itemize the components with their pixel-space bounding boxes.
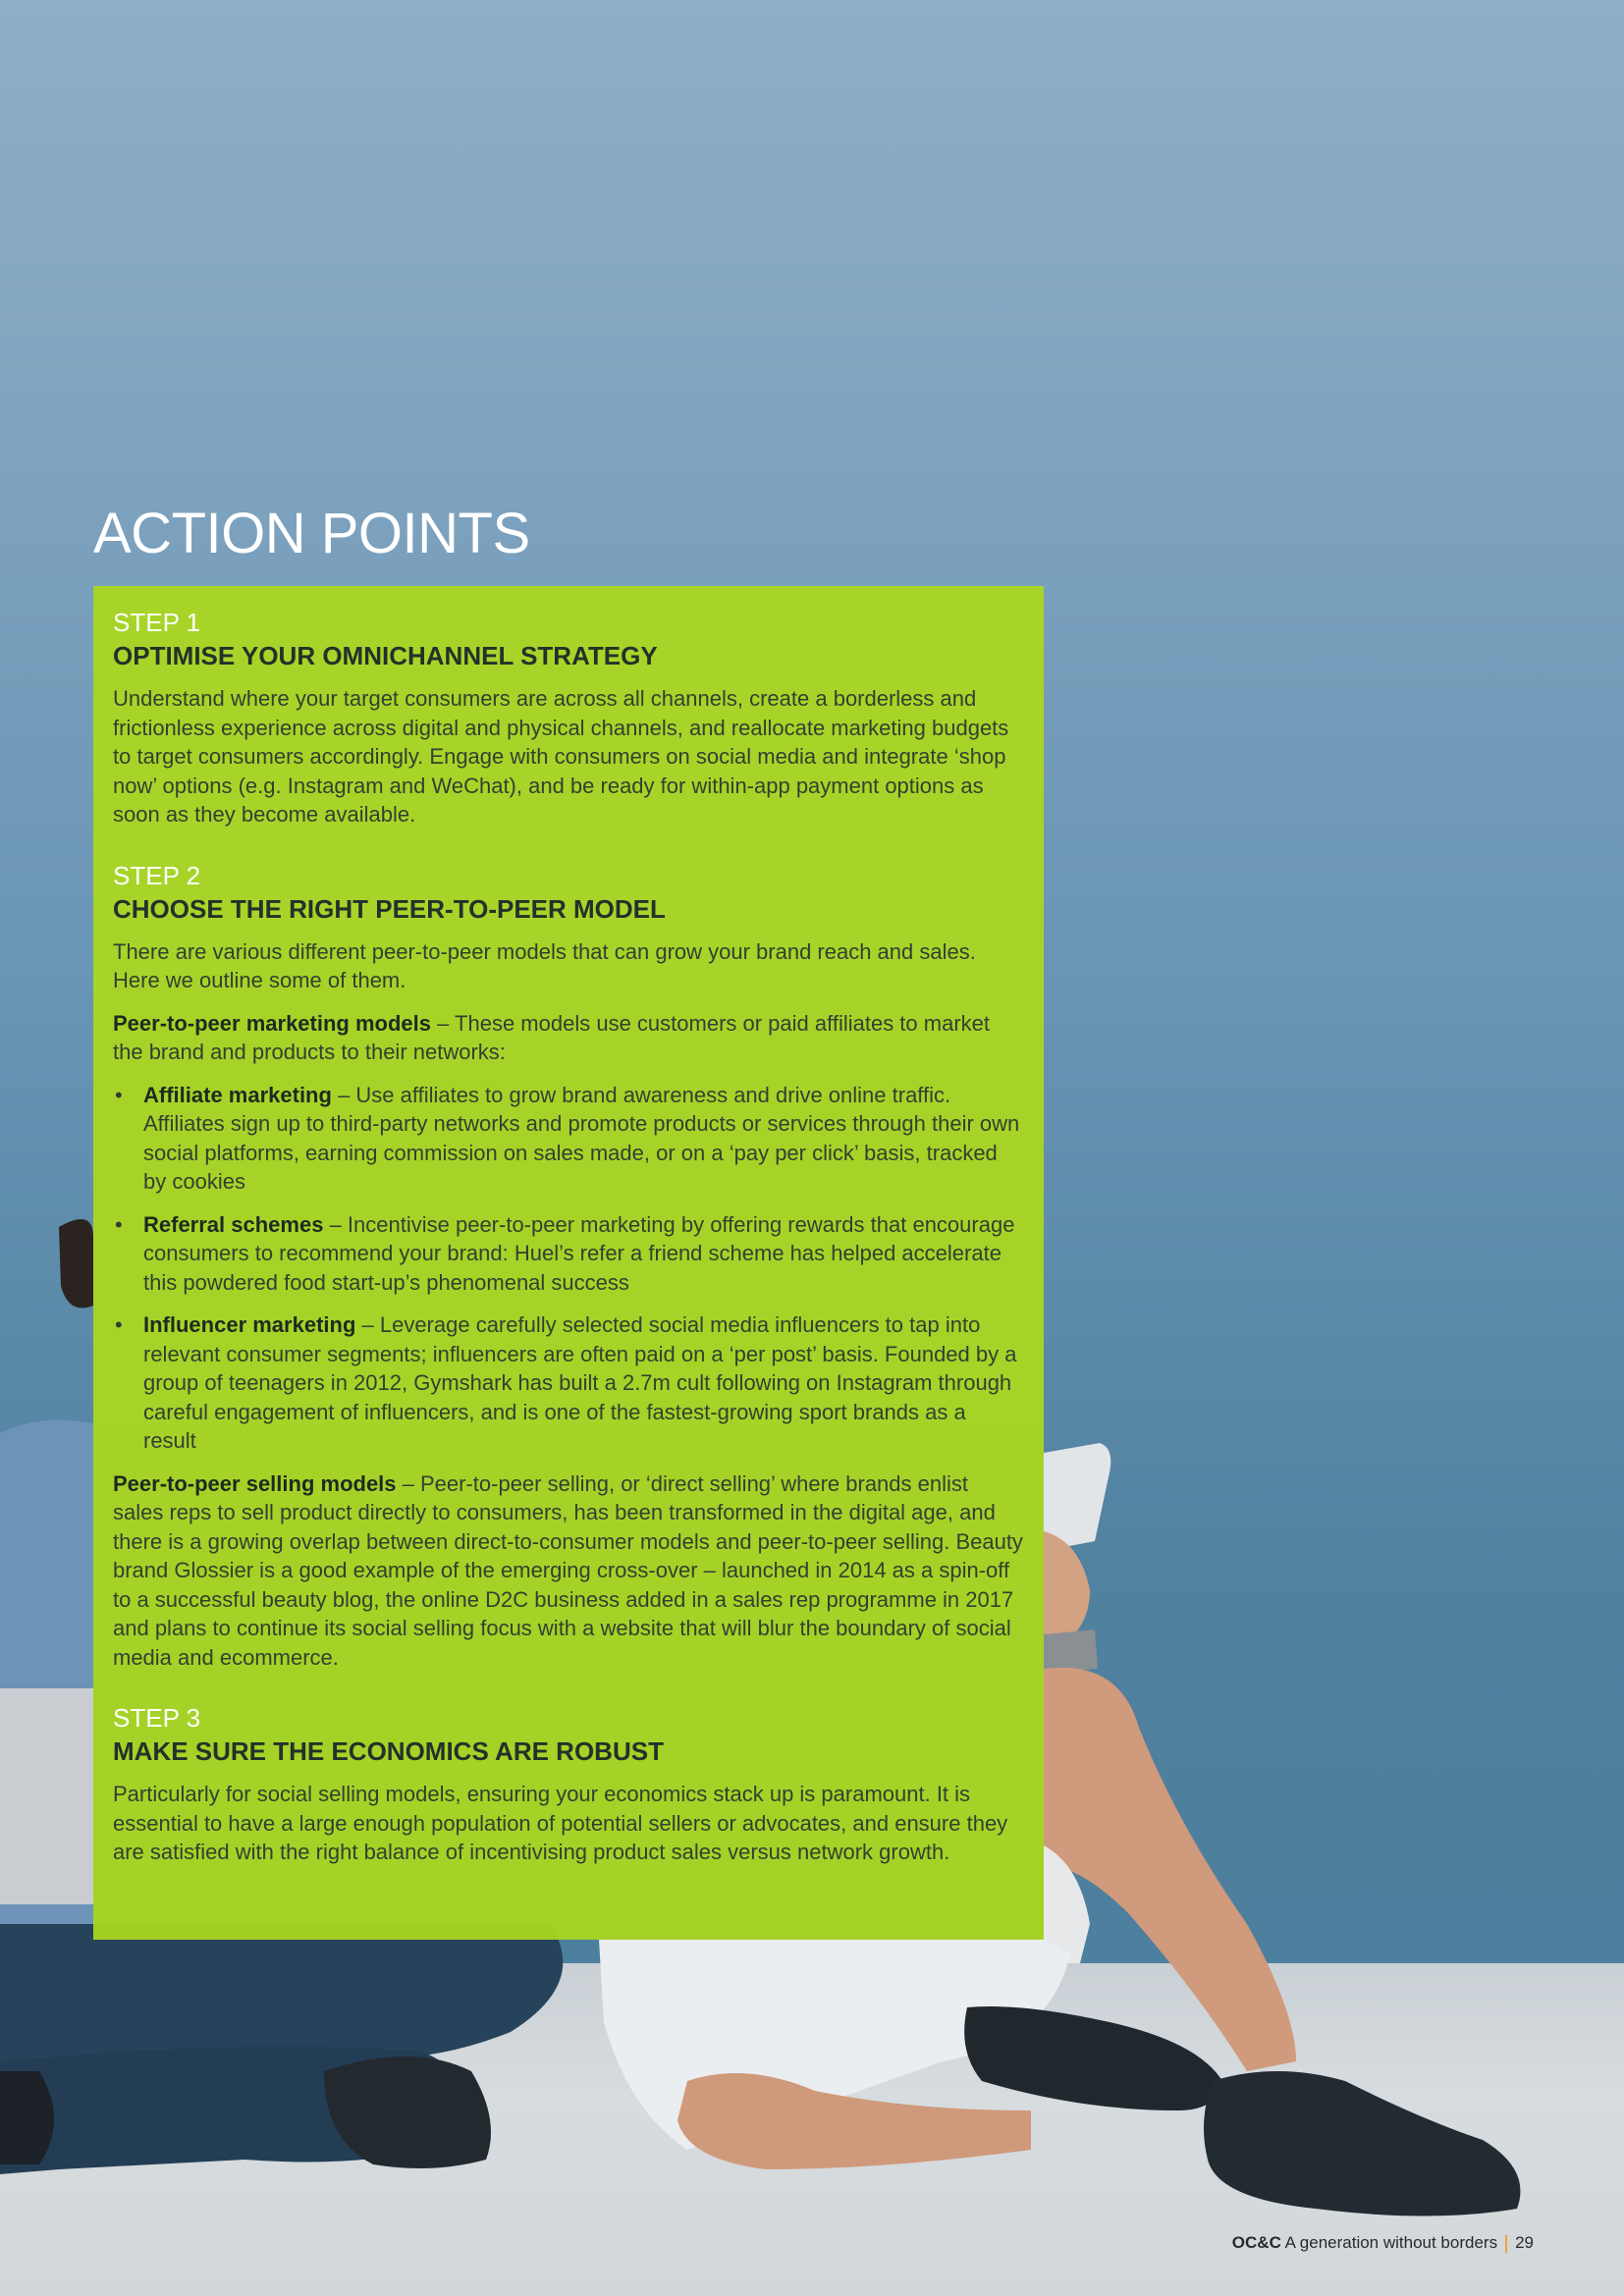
step-label: STEP 1	[113, 608, 201, 637]
step-body: Understand where your target consumers are across all channels, create a borderless and frictionless experience across digital and physical channels, and reallocate marketing budgets to target consumers accordingly. Engage with consumers on social media and integrate ‘shop now’ options (e.g. Instagram and WeChat), and be ready for within-app payment options as soon as they become available.	[113, 686, 1009, 827]
step-body: Particularly for social selling models, ensuring your economics stack up is paramount. It is essential to have a large enough population of potential sellers or advocates, and ensure they are satisfied with the right balance of incentivising product sales versus network growth.	[113, 1782, 1008, 1864]
step-intro: There are various different peer-to-peer models that can grow your brand reach and sales. Here we outline some of them.	[113, 938, 976, 992]
marketing-models-list	[113, 1081, 1024, 1456]
footer-brand: OC&C	[1231, 2233, 1281, 2252]
action-points-panel	[93, 586, 1044, 1940]
bullet-icon: •	[115, 1211, 123, 1237]
bullet-term: Referral schemes	[143, 1211, 324, 1237]
bullet-text: – Leverage carefully selected social media influencers to tap into relevant consumer segments; influencers are often paid on a ‘per post’ basis. Founded by a group of teenagers in 2012, Gymshark has built a 2.7m cult following on Instagram through careful engagement of influencers, and is one of the fastest-growing sport brands as a result	[143, 1312, 1017, 1453]
bullet-text: – Use affiliates to grow brand awareness and drive online traffic. Affiliates sign up to third-party networks and promote products or services through their own social platforms, earning commission on sales made, or on a ‘pay per click’ basis, tracked by cookies	[143, 1082, 1020, 1194]
bullet-term: Influencer marketing	[143, 1312, 356, 1337]
list-item	[113, 1081, 1024, 1197]
marketing-models-paragraph	[113, 1009, 1024, 1067]
bullet-term: Affiliate marketing	[143, 1082, 332, 1107]
selling-models-lead: Peer-to-peer selling models	[113, 1470, 397, 1496]
step-2	[113, 859, 1024, 1673]
step-3	[113, 1701, 1024, 1867]
bullet-icon: •	[115, 1312, 123, 1337]
step-heading: MAKE SURE THE ECONOMICS ARE ROBUST	[113, 1736, 664, 1766]
footer-separator	[1505, 2235, 1507, 2253]
list-item	[113, 1210, 1024, 1298]
step-label: STEP 3	[113, 1703, 201, 1733]
step-heading: CHOOSE THE RIGHT PEER-TO-PEER MODEL	[113, 893, 666, 924]
selling-models-paragraph	[113, 1469, 1024, 1673]
selling-models-text: – Peer-to-peer selling, or ‘direct selling’ where brands enlist sales reps to sell product directly to consumers, has been transformed in the digital age, and there is a growing overlap between direct-to-consumer models and peer-to-peer selling. Beauty brand Glossier is a good example of the emerging cross-over – launched in 2014 as a spin-off to a successful beauty blog, the online D2C business added in a sales rep programme in 2017 and plans to continue its social selling focus with a website that will blur the boundary of social media and ecommerce.	[113, 1470, 1023, 1670]
list-item	[113, 1310, 1024, 1456]
page-title: ACTION POINTS	[93, 502, 530, 565]
footer-tagline: A generation without borders	[1284, 2233, 1498, 2252]
marketing-models-lead: Peer-to-peer marketing models	[113, 1010, 431, 1036]
marketing-models-text: – These models use customers or paid affiliates to market the brand and products to their networks:	[113, 1010, 990, 1064]
bullet-text: – Incentivise peer-to-peer marketing by offering rewards that encourage consumers to recommend your brand: Huel’s refer a friend scheme has helped accelerate this powdered food start-up’s phenomenal success	[143, 1211, 1015, 1295]
step-heading: OPTIMISE YOUR OMNICHANNEL STRATEGY	[113, 641, 658, 670]
bullet-icon: •	[115, 1082, 123, 1107]
page-footer	[1232, 2232, 1534, 2254]
step-1	[113, 606, 1024, 829]
page-number: 29	[1515, 2233, 1534, 2252]
step-label: STEP 2	[113, 860, 201, 890]
